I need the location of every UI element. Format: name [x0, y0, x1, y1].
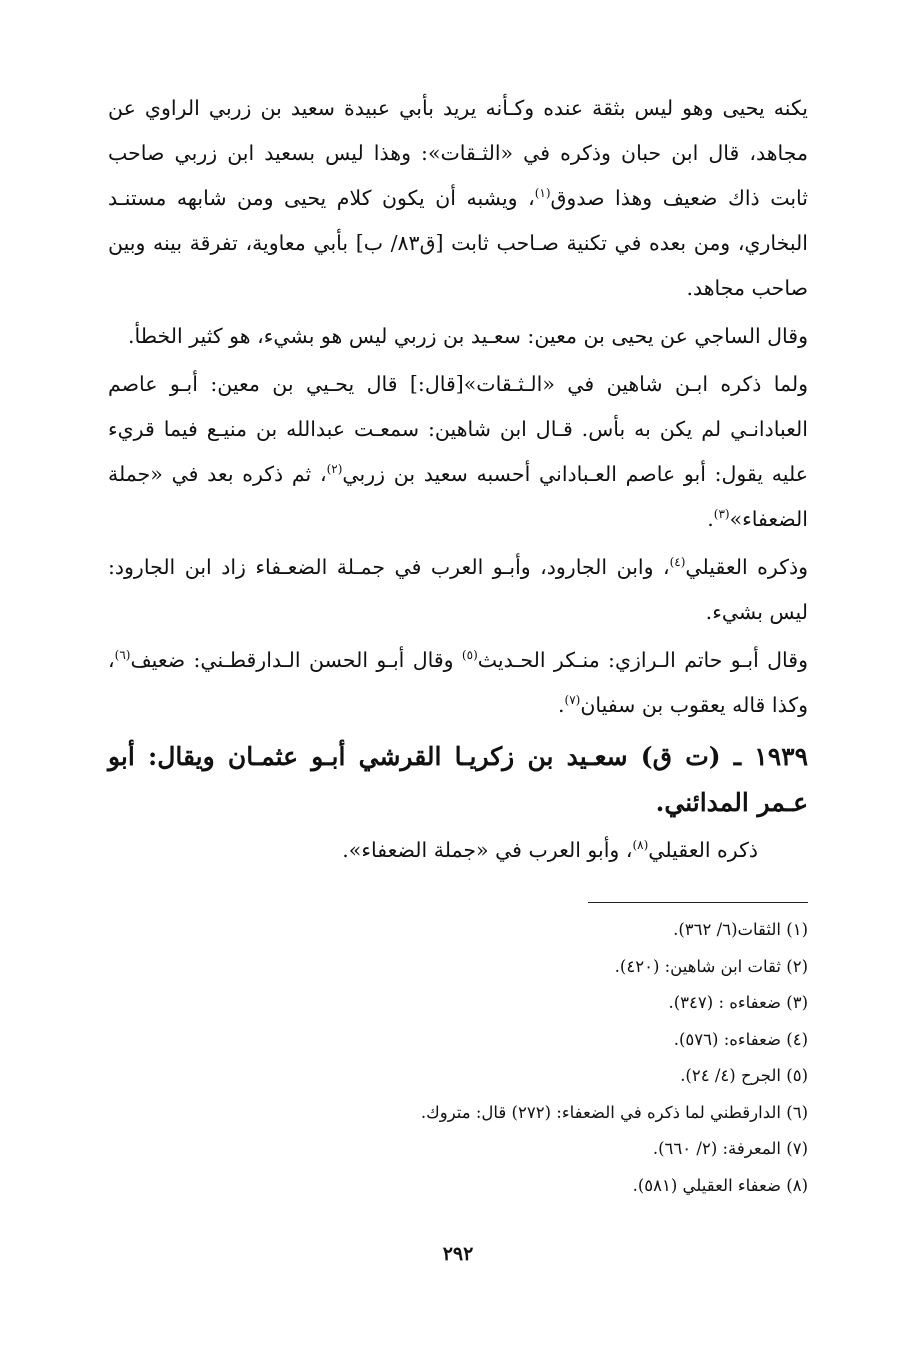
- footnote-ref-6[interactable]: (٦): [114, 648, 131, 662]
- footnote-ref-3[interactable]: (٣): [713, 507, 730, 521]
- footnote-ref-4[interactable]: (٤): [669, 555, 686, 569]
- footnote-ref-1[interactable]: (١): [534, 186, 551, 200]
- paragraph-5: وقال أبـو حاتم الـرازي: منـكر الحـديث$^{(٥)}$ وقال أبـو الحسن الـدارقطـني: ضعيف$^{(٦)}$، وكذا قاله يعقوب بن سفيان$^{(٧)}$.: [108, 648, 808, 717]
- footnote-8: (٨) ضعفاء العقيلي (٥٨١).: [632, 1175, 808, 1195]
- footnote-ref-2[interactable]: (٢): [326, 462, 343, 476]
- paragraph-1: يكنه يحيى وهو ليس بثقة عنده وكـأنه يريد بأبي عبيدة سعيد بن زربي الراوي عن مجاهد، قال ابن حبان وذكره في «الثـقات»: وهذا ليس بسعيد ابن زربي صاحب ثابت ذاك ضعيف وهذا صدوق$^{(١)}$، ويشبه أن يكون كلام يحيى ومن شابهه مستنـد البخاري، ومن بعده في تكنية صـاحب ثابت [ق٨٣/ ب] بأبي معاوية، تفرقة بينه وبين صاحب مجاهد.: [108, 96, 808, 300]
- entry-text: ذكره العقيلي$^{(٨)}$، وأبو العرب في «جملة الضعفاء».: [342, 838, 758, 862]
- footnote-ref-8[interactable]: (٨): [632, 838, 649, 852]
- paragraph-3: ولما ذكره ابـن شاهين في «الـثـقات»[قال:] قال يحـيي بن معين: أبـو عاصم العبادانـي لم يكن به بأس. قـال ابن شاهين: سمعـت عبدالله بن منيـع فيما قريء عليه يقول: أبو عاصم العـباداني أحسبه سعيد بن زربي$^{(٢)}$، ثم ذكره بعد في «جملة الضعفاء»$^{(٣)}$.: [108, 372, 808, 531]
- paragraph-2: وقال الساجي عن يحيى بن معين: سعـيد بن زربي ليس هو بشيء، هو كثير الخطأ.: [127, 324, 808, 348]
- footnote-4: (٤) ضعفاءه: (٥٧٦).: [673, 1029, 808, 1049]
- footnote-1: (١) الثقات(٦/ ٣٦٢).: [673, 920, 808, 939]
- footnote-7: (٧) المعرفة: (٢/ ٦٦٠).: [652, 1139, 808, 1158]
- entry-heading: ١٩٣٩ ـ (ت ق) سعـيد بن زكريـا القرشي أبـو عثمـان ويقال: أبو عـمر المدائني.: [108, 742, 808, 817]
- main-text: [108, 86, 808, 876]
- footnote-6: (٦) الدارقطني لما ذكره في الضعفاء: (٢٧٢) قال: متروك.: [420, 1102, 808, 1122]
- footnote-ref-5[interactable]: (٥): [461, 648, 478, 662]
- paragraph-4: وذكره العقيلي$^{(٤)}$، وابن الجارود، وأبـو العرب في جمـلة الضعـفاء زاد ابن الجارود: ليس بشيء.: [108, 555, 808, 624]
- footnote-divider: [588, 902, 808, 903]
- page-number: ٢٩٢: [442, 1243, 474, 1265]
- footnote-ref-7[interactable]: (٧): [564, 693, 581, 707]
- footnote-5: (٥) الجرح (٤/ ٢٤).: [680, 1066, 808, 1085]
- footnote-2: (٢) ثقات ابن شاهين: (٤٢٠).: [614, 956, 808, 976]
- footnotes-list: [108, 912, 808, 1204]
- footnote-3: (٣) ضعفاءه : (٣٤٧).: [668, 993, 808, 1012]
